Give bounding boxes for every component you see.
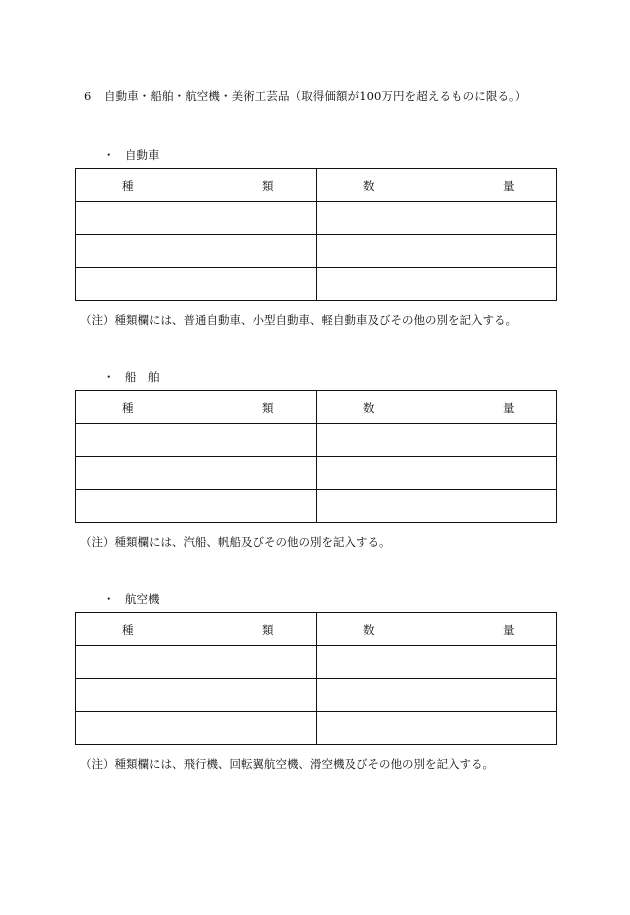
ship-note: （注）種類欄には、汽船、帆船及びその他の別を記入する。 — [80, 535, 391, 549]
table-row — [76, 235, 557, 268]
table-row — [76, 646, 557, 679]
header-qty-left: 数 — [363, 179, 375, 193]
table-row — [76, 202, 557, 235]
label-text: 船 舶 — [125, 370, 160, 384]
header-type-right: 類 — [262, 623, 274, 637]
bullet: ・ — [103, 370, 115, 384]
section-label-automobile — [103, 147, 160, 163]
bullet: ・ — [103, 592, 115, 606]
label-text: 自動車 — [125, 148, 160, 162]
section-heading — [84, 88, 527, 104]
type-cell[interactable] — [76, 712, 317, 745]
aircraft-table — [75, 612, 557, 745]
bullet: ・ — [103, 148, 115, 162]
header-qty-right: 量 — [503, 179, 515, 193]
table-row — [76, 490, 557, 523]
quantity-cell[interactable] — [317, 235, 557, 268]
header-qty-left: 数 — [363, 623, 375, 637]
header-type-left: 種 — [122, 623, 134, 637]
type-cell[interactable] — [76, 457, 317, 490]
section-label-ship — [103, 369, 160, 385]
header-qty-right: 量 — [503, 401, 515, 415]
header-type-left: 種 — [122, 179, 134, 193]
table-row — [76, 268, 557, 301]
table-header-row — [76, 613, 557, 646]
header-quantity — [317, 391, 557, 424]
table-row — [76, 679, 557, 712]
table-row — [76, 712, 557, 745]
quantity-cell[interactable] — [317, 268, 557, 301]
quantity-cell[interactable] — [317, 490, 557, 523]
header-quantity — [317, 613, 557, 646]
table-header-row — [76, 169, 557, 202]
section-label-aircraft — [103, 591, 160, 607]
automobile-note: （注）種類欄には、普通自動車、小型自動車、軽自動車及びその他の別を記入する。 — [80, 313, 517, 327]
quantity-cell[interactable] — [317, 202, 557, 235]
header-type-left: 種 — [122, 401, 134, 415]
type-cell[interactable] — [76, 424, 317, 457]
ship-table — [75, 390, 557, 523]
header-type-right: 類 — [262, 401, 274, 415]
quantity-cell[interactable] — [317, 424, 557, 457]
type-cell[interactable] — [76, 202, 317, 235]
quantity-cell[interactable] — [317, 457, 557, 490]
table-row — [76, 424, 557, 457]
header-type — [76, 613, 317, 646]
type-cell[interactable] — [76, 490, 317, 523]
automobile-table — [75, 168, 557, 301]
table-header-row — [76, 391, 557, 424]
section-title: 自動車・船舶・航空機・美術工芸品（取得価額が100万円を超えるものに限る。） — [104, 89, 527, 103]
aircraft-note: （注）種類欄には、飛行機、回転翼航空機、滑空機及びその他の別を記入する。 — [80, 757, 494, 771]
header-qty-right: 量 — [503, 623, 515, 637]
header-qty-left: 数 — [363, 401, 375, 415]
type-cell[interactable] — [76, 646, 317, 679]
table-row — [76, 457, 557, 490]
type-cell[interactable] — [76, 679, 317, 712]
section-number: 6 — [84, 89, 92, 103]
header-type — [76, 391, 317, 424]
label-text: 航空機 — [125, 592, 160, 606]
quantity-cell[interactable] — [317, 712, 557, 745]
quantity-cell[interactable] — [317, 646, 557, 679]
type-cell[interactable] — [76, 235, 317, 268]
quantity-cell[interactable] — [317, 679, 557, 712]
type-cell[interactable] — [76, 268, 317, 301]
header-type-right: 類 — [262, 179, 274, 193]
header-quantity — [317, 169, 557, 202]
header-type — [76, 169, 317, 202]
